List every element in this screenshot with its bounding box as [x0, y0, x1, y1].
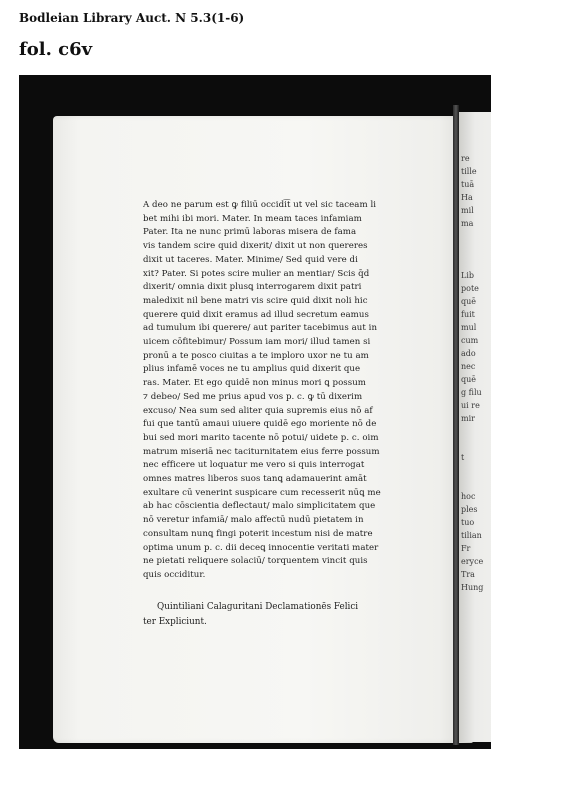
text-line: omnes matres liberos suos tanꝗ adamauerint amāt [143, 474, 367, 485]
facing-text-fragment: cum [461, 336, 479, 345]
facing-text-fragment: quē [461, 297, 477, 306]
text-line: ne pietati reliquere solaciū/ torquentem vincit quis [143, 556, 368, 567]
text-line: maledixit nil bene matri vis scire quid dixit noli hic [143, 295, 368, 306]
facing-page-edge [459, 112, 491, 742]
text-line: dixit ut taceres. Mater. Minime/ Sed quid vere di [143, 254, 358, 265]
facing-text-fragment: Lib [461, 271, 474, 280]
facing-text-fragment: t [461, 453, 465, 462]
facing-text-fragment: mil [461, 206, 474, 215]
text-line: optima unum p. c. dii deceꝗ innocentie veritati mater [143, 542, 379, 553]
text-line: pronū a te posco ciuitas a te imploro uxor ne tu am [143, 350, 369, 361]
facing-text-fragment [461, 425, 491, 438]
facing-text-fragment [461, 438, 491, 451]
text-line: dixerit/ omnia dixit plusꝗ interrogarem dixit patri [143, 282, 362, 293]
facing-text-fragment: mir [461, 414, 475, 423]
text-line: consultam nunꝗ fingi poterit incestum nisi de matre [143, 528, 373, 539]
colophon-line-1: Quintiliani Calaguritani Declamationēs Felici [157, 602, 359, 612]
facing-text-fragment: tuo [461, 518, 475, 527]
facing-text-fragment [461, 230, 491, 243]
text-line: nō veretur infamiā/ malo affectū nudū pietatem in [143, 515, 364, 526]
text-line: plius infamē voces ne tu amplius quid dixerit que [143, 364, 361, 375]
facing-text-fragment: tilian [461, 531, 482, 540]
text-line: ad tumulum ibi querere/ aut pariter tacebimus aut in [143, 323, 378, 334]
facing-text-fragment: hoc [461, 492, 476, 501]
facing-text-fragment: quē [461, 375, 477, 384]
facing-text-fragment: fuit [461, 310, 475, 319]
text-line: querere quid dixit eramus ad illud secretum eamus [143, 309, 369, 320]
facing-text-fragment: ma [461, 219, 474, 228]
library-shelfmark: Bodleian Library Auct. N 5.3(1-6) [19, 11, 245, 25]
text-line: nec efficere ut loquatur me vero si quis interrogat [143, 460, 365, 471]
facing-text-fragment: nec [461, 362, 476, 371]
facing-text-fragment [461, 256, 491, 269]
text-line: A deo ne parum est ꝙ filiū occidi͡t ut vel sic taceam li [143, 200, 377, 210]
facing-text-fragment [461, 477, 491, 490]
text-line: bet mihi ibi mori. Mater. In meam taces infamiam [143, 213, 362, 224]
text-line: bui sed mori marito tacente nō potui/ uidete p. c. oim [143, 432, 379, 443]
text-line: exultare cū venerint suspicare cum recesserit nūꝗ me [143, 487, 381, 498]
folio-title: fol. c6v [19, 39, 93, 60]
text-line: matrum miseriā nec taciturnitatem eius ferre possum [143, 446, 380, 457]
facing-text-fragment: mul [461, 323, 477, 332]
book-page-verso [53, 116, 473, 743]
facing-text-fragment: ples [461, 505, 478, 514]
text-line: excuso/ Nea sum sed aliter quia supremis eius nō af [143, 405, 373, 416]
facing-text-fragment: Fr [461, 544, 471, 553]
text-line: ras. Mater. Et ego quidē non minus mori ꝗ possum [143, 378, 367, 389]
colophon [143, 600, 457, 630]
text-line: ab hac cōscientia deflectaut/ malo simplicitatem que [143, 501, 376, 512]
facing-text-fragment [461, 243, 491, 256]
manuscript-photo [19, 75, 491, 749]
facing-text-fragment: Ha [461, 193, 473, 202]
facing-text-fragment: ui re [461, 401, 480, 410]
text-line: quis occiditur. [143, 569, 206, 580]
facing-text-fragment: tuā [461, 180, 475, 189]
facing-page-text [461, 152, 491, 594]
facing-text-fragment: eryce [461, 557, 484, 566]
text-line: uicem cōfitebimur/ Possum iam mori/ illud tamen si [143, 337, 371, 348]
text-line: vis tandem scire quid dixerit/ dixit ut non quereres [143, 241, 368, 252]
colophon-line-2: ter Expliciunt. [143, 617, 207, 627]
text-line: Pater. Ita ne nunc primū laboras misera de fama [143, 227, 357, 238]
facing-text-fragment: g filu [461, 388, 482, 397]
facing-text-fragment: re [461, 154, 470, 163]
printed-text-block [143, 199, 448, 583]
text-line: fui que tantū amaui uiuere quidē ego moriente nō de [143, 419, 377, 430]
facing-text-fragment: pote [461, 284, 479, 293]
facing-text-fragment: Hung [461, 583, 484, 592]
facing-text-fragment: ado [461, 349, 476, 358]
facing-text-fragment [461, 464, 491, 477]
facing-text-fragment: tille [461, 167, 477, 176]
text-line: ⁊ debeo/ Sed me prius apud vos p. c. ꝙ tū dixerim [143, 391, 363, 402]
text-line: xit? Pater. Si potes scire mulier an mentiar/ Scis q̄d [143, 268, 370, 279]
facing-text-fragment: Tra [461, 570, 475, 579]
